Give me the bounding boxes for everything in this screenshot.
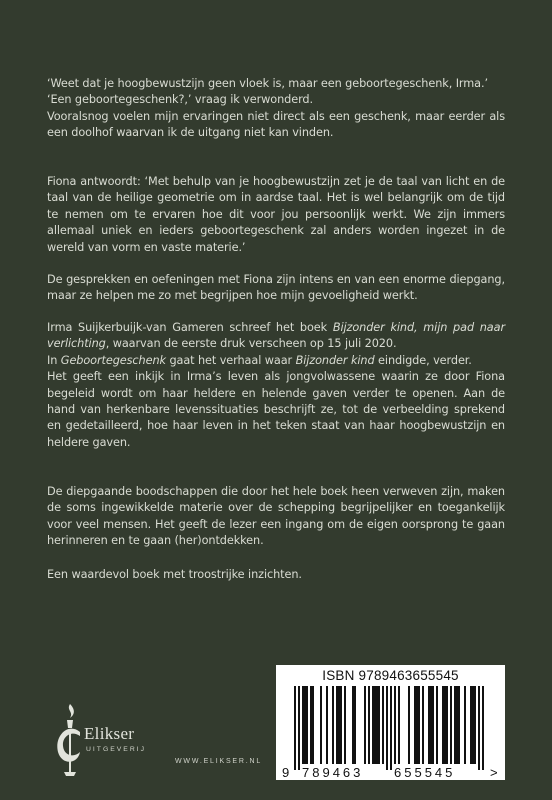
isbn-barcode [276, 665, 505, 780]
author-paragraph [47, 320, 505, 451]
barcode-bar [446, 686, 448, 764]
barcode-bar [382, 686, 384, 764]
barcode-bar [482, 686, 484, 770]
barcode-bar [464, 686, 466, 764]
barcode-bar [408, 686, 410, 764]
messages-text: De diepgaande boodschappen die door het hele boek heen verweven zijn, maken de soms ingewikkelde materie over de schepping begrijpelijker en toegankelijk voor veel mensen. Het geeft de lezer een ingang om de eigen oorsprong te gaan herinneren en te gaan (her)ontdekken. [47, 485, 505, 548]
fiona-answer-text: Fiona antwoordt: ‘Met behulp van je hoogbewustzijn zet je de taal van licht en de taal van de heilige geometrie om in aardse taal. Het is wel belangrijk om de tijd te nemen om te ervaren hoe dit voor jou persoonlijk werkt. We zijn immers allemaal uniek en ieders geboortegeschenk zal anders worden ingezet in de wereld van vorm en vaste materie.’ [47, 175, 505, 254]
barcode-bar [390, 686, 392, 770]
barcode-bar [418, 686, 420, 764]
barcode-bar [478, 686, 480, 770]
barcode-bar [332, 686, 334, 764]
barcode-bar [442, 686, 444, 764]
barcode-bar [374, 686, 376, 764]
barcode-bar [470, 686, 472, 764]
book-title-bijzonder-kind: Bijzonder kind, mijn pad naar verlichting [47, 321, 505, 351]
barcode-bar [474, 686, 476, 764]
conversations-text: De gesprekken en oefeningen met Fiona zijn intens en van een enorme diepgang, maar ze helpen me zo met begrijpen hoe mijn gevoeligheid werkt. [47, 273, 505, 303]
barcode-bar [354, 686, 356, 764]
barcode-bar [320, 686, 322, 764]
barcode-bar [372, 686, 374, 764]
barcode-bar [336, 686, 338, 764]
barcode-digits-left: 789463 [302, 765, 364, 780]
barcode-bar [310, 686, 312, 764]
book-title-short: Bijzonder kind [295, 353, 375, 367]
barcode-bar [344, 686, 346, 764]
fiona-answer-paragraph [47, 174, 505, 256]
barcode-bar [432, 686, 434, 764]
closing-paragraph [47, 567, 505, 583]
barcode-bar [326, 686, 328, 764]
dialogue-line-2: ‘Een geboortegeschenk?,’ vraag ik verwonderd. [47, 93, 313, 107]
barcode-bar [378, 686, 380, 764]
opening-dialogue [47, 76, 505, 142]
barcode-bar [338, 686, 340, 764]
barcode-bar [368, 686, 370, 764]
barcode-bar [450, 686, 452, 764]
dialogue-line-3: Vooralsnog voelen mijn ervaringen niet direct als een geschenk, maar eerder als een doolhof waarvan ik de uitgang niet kan vinden. [47, 109, 505, 140]
barcode-bar [298, 686, 300, 770]
barcode-bar [472, 686, 474, 764]
barcode-bar [352, 686, 354, 764]
barcode-bar [302, 686, 304, 764]
barcode-bar [456, 686, 458, 764]
barcode-bars [276, 665, 505, 780]
dialogue-line-1: ‘Weet dat je hoogbewustzijn geen vloek is, maar een geboortegeschenk, Irma.’ [47, 77, 488, 90]
barcode-bar [416, 686, 418, 764]
barcode-bar [454, 686, 456, 764]
book-description: Het geeft een inkijk in Irma’s leven als jongvolwassene waarin ze door Fiona begeleid wordt om haar heldere en helende gaven verder te openen. Aan de hand van herkenbare levenssituaties beschrijft ze, tot de verbeelding sprekend en gedetailleerd, hoe haar leven in het teken staat van haar hoogbewustzijn en heldere gaven. [47, 370, 505, 449]
barcode-bar [312, 686, 314, 764]
barcode-bar [436, 686, 438, 764]
isbn-label: ISBN 9789463655545 [322, 668, 459, 683]
barcode-bar [394, 686, 396, 764]
barcode-digits-right: 655545 [394, 765, 456, 780]
author-intro: Irma Suijkerbuijk-van Gameren schreef het boek Bijzonder kind, mijn pad naar verlichting, waarvan de eerste druk verscheen op 15 juli 2020. [47, 321, 505, 351]
barcode-bar [364, 686, 366, 764]
barcode-bar [422, 686, 424, 764]
barcode-digit-first: 9 [282, 765, 293, 780]
barcode-end-marker: > [490, 765, 501, 780]
publisher-subtitle: UITGEVERIJ [86, 746, 147, 753]
barcode-bar [304, 686, 306, 764]
barcode-bar [306, 686, 308, 764]
barcode-bar [428, 686, 430, 764]
barcode-bar [340, 686, 342, 764]
closing-text: Een waardevol boek met troostrijke inzichten. [47, 568, 302, 581]
publisher-name: Elikser [84, 724, 135, 743]
publisher-logo [50, 700, 170, 780]
conversations-paragraph [47, 272, 505, 305]
barcode-bar [430, 686, 432, 764]
barcode-bar [458, 686, 460, 764]
barcode-bar [386, 686, 388, 770]
barcode-bar [294, 686, 296, 770]
barcode-bar [398, 686, 400, 764]
messages-paragraph [47, 484, 505, 550]
barcode-bar [376, 686, 378, 764]
sequel-line: In Geboortegeschenk gaat het verhaal waar Bijzonder kind eindigde, verder. [47, 353, 472, 367]
book-title-geboortegeschenk: Geboortegeschenk [60, 353, 166, 367]
publisher-website: WWW.ELIKSER.NL [175, 758, 263, 765]
barcode-bar [414, 686, 416, 764]
barcode-bar [444, 686, 446, 764]
